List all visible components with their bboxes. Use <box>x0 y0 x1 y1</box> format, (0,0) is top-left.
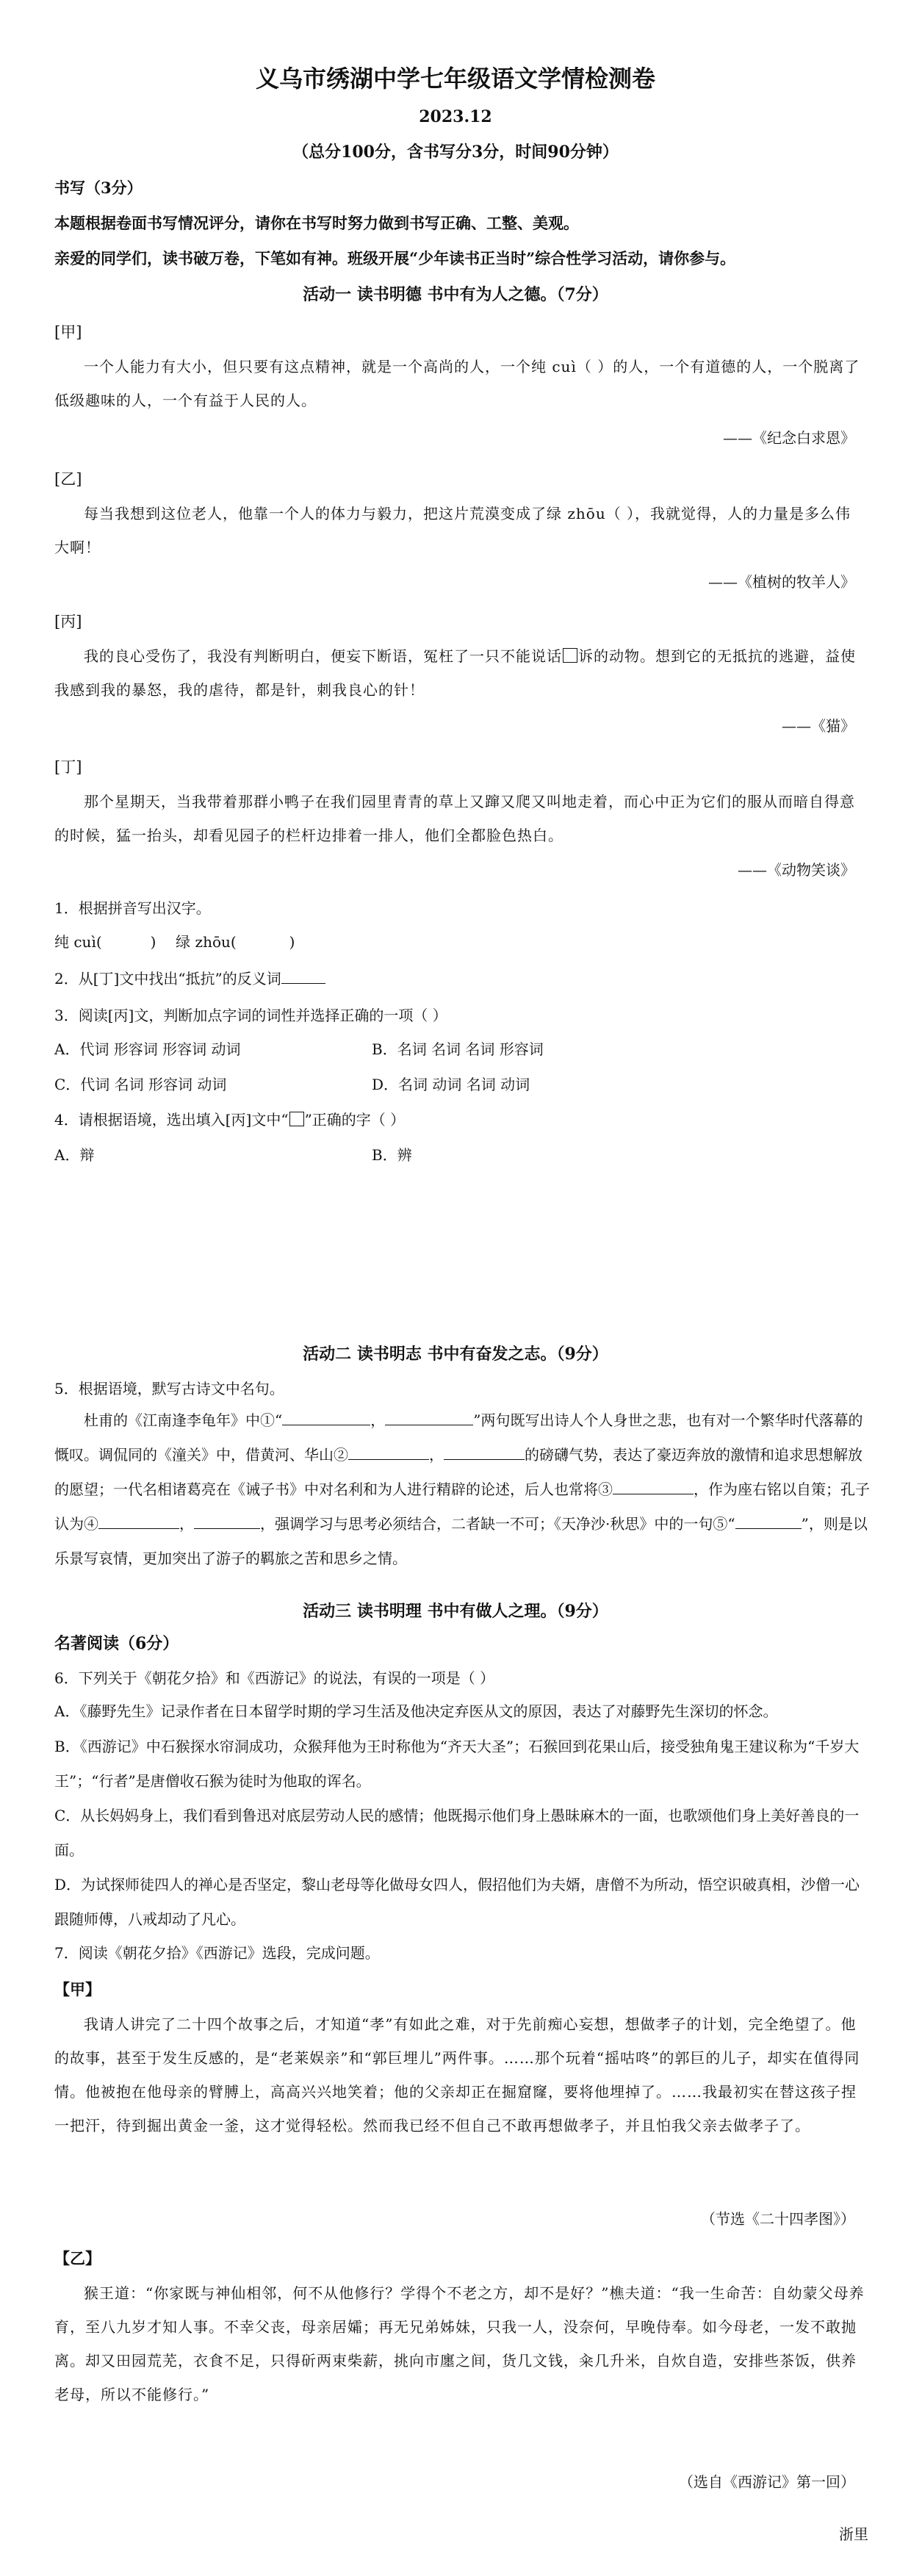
q1-cui-end: ) <box>150 933 156 951</box>
excerpt-jia-source: （节选《二十四孝图》） <box>701 2210 855 2228</box>
q3-option-b[interactable]: B．名词 名词 名词 形容词 <box>372 1040 544 1058</box>
blank-box <box>289 1112 304 1126</box>
blank-4b[interactable] <box>194 1528 260 1529</box>
exam-title: 义乌市绣湖中学七年级语文学情检测卷 <box>255 65 655 93</box>
excerpt-label-yi: 【乙】 <box>54 2249 101 2267</box>
writing-instruction: 本题根据卷面书写情况评分，请你在书写时努力做到书写正确、工整、美观。 <box>54 214 579 232</box>
passage-label-ding: [丁] <box>54 758 82 776</box>
passage-label-bing: [丙] <box>54 613 82 630</box>
q1-zhou-end: ) <box>289 933 295 951</box>
activity3-heading: 活动三 读书明理 书中有做人之理。（9分） <box>303 1602 608 1621</box>
activity1-heading: 活动一 读书明德 书中有为人之德。（7分） <box>303 285 608 304</box>
passage-bing-part1: 我的良心受伤了，我没有判断明白，便妄下断语，冤枉了一只不能说话 <box>84 647 562 665</box>
blank-5[interactable] <box>735 1528 802 1529</box>
passage-ding-text: 那个星期天，当我带着那群小鸭子在我们园里青青的草上又蹿又爬又叫地走着，而心中正为它们的服从而暗自得意的时候，猛一抬头，却看见园子的栏杆边排着一排人，他们全都脸色热白。 <box>54 793 855 844</box>
q3-option-a[interactable]: A．代词 形容词 形容词 动词 <box>54 1040 241 1058</box>
passage-jia-source: ——《纪念白求恩》 <box>723 429 855 447</box>
excerpt-label-jia: 【甲】 <box>54 1980 101 1998</box>
q1-zhou: 绿 zhōu( <box>176 933 237 951</box>
answer-blank[interactable] <box>281 982 325 984</box>
passage-bing-text <box>54 639 865 707</box>
q4-option-b[interactable]: B．辨 <box>372 1146 412 1164</box>
question-4: 4．请根据语境，选出填入[丙]文中“ ”正确的字（ ） <box>54 1111 406 1129</box>
excerpt-yi-text: 猴王道：“你家既与神仙相邻，何不从他修行？学得个不老之方，却不是好？”樵夫道：“我一生命苦：自幼蒙父母养育，至八九岁才知人事。不幸父丧，母亲居孀；再无兄弟姊妹，只我一人，没奈何，早晚侍奉。如今母老，一发不敢抛离。却又田园荒芜，衣食不足，只得斫两束柴薪，挑向市廛之间，货几文钱，籴几升米，自炊自造，安排些茶饭，供养老母，所以不能修行。” <box>54 2284 865 2403</box>
section-mingzhu-heading: 名著阅读（6分） <box>54 1634 179 1653</box>
blank-1b[interactable] <box>385 1424 473 1425</box>
excerpt-jia-text: 我请人讲完了二十四个故事之后，才知道“孝”有如此之难，对于先前痴心妄想，想做孝子的计划，完全绝望了。他的故事，甚至于发生反感的，是“老莱娱亲”和“郭巨埋儿”两件事。……那个玩着“摇咕咚”的郭巨的儿子，却实在值得同情。他被抱在他母亲的臂膊上，高高兴兴地笑着；他的父亲却正在掘窟窿，要将他埋掉了。……我最初实在替这孩子捏一把汗，待到掘出黄金一釜，这才觉得轻松。然而我已经不但自己不敢再想做孝子，并且怕我父亲去做孝子了。 <box>54 2015 860 2134</box>
excerpt-yi-source: （选自《西游记》第一回） <box>679 2473 855 2491</box>
activity2-heading: 活动二 读书明志 书中有奋发之志。（9分） <box>303 1345 608 1364</box>
exam-note: （总分100分，含书写分3分，时间90分钟） <box>292 143 619 162</box>
passage-bing-part2: 诉的动物。想到它的无抵抗的逃避，益使我感到我的暴怒，我的虐待，都是针，刺我良心的针！ <box>54 647 856 699</box>
writing-heading: 书写（3分） <box>54 179 143 197</box>
q6-option-c[interactable]: C．从长妈妈身上，我们看到鲁迅对底层劳动人民的感情；他既揭示他们身上愚昧麻木的一面，也歌颂他们身上美好善良的一面。 <box>54 1807 860 1859</box>
q1-cui: 纯 cuì( <box>54 933 102 951</box>
question-7: 7．阅读《朝花夕拾》《西游记》选段，完成问题。 <box>54 1944 380 1962</box>
passage-jia-text: 一个人能力有大小，但只要有这点精神，就是一个高尚的人，一个纯 cuì（ ）的人，一个有道德的人，一个脱离了低级趣味的人，一个有益于人民的人。 <box>54 358 860 409</box>
blank-4a[interactable] <box>98 1528 179 1529</box>
question-3: 3．阅读[丙]文，判断加点字词的词性并选择正确的一项（ ） <box>54 1007 447 1024</box>
q3-option-d[interactable]: D．名词 动词 名词 动词 <box>372 1076 530 1093</box>
blank-1a[interactable] <box>282 1424 370 1425</box>
exam-date: 2023.12 <box>419 107 492 126</box>
q6-option-a[interactable]: A．《藤野先生》记录作者在日本留学时期的学习生活及他决定弃医从文的原因，表达了对藤野先生深切的怀念。 <box>54 1702 778 1720</box>
question-2: 2．从[丁]文中找出“抵抗”的反义词 <box>54 967 870 990</box>
blank-3[interactable] <box>613 1493 694 1494</box>
blank-2a[interactable] <box>348 1458 429 1460</box>
question-5-passage: 杜甫的《江南逢李龟年》中①“ ， ”两句既写出诗人个人身世之悲，也有对一个繁华时代落幕的慨叹。调侃同的《潼关》中，借黄河、华山② ， 的磅礴气势，表达了豪迈奔放的激情和追求思想解放的愿望；一代名相诸葛亮在《诫子书》中对名利和为人进行精辟的论述，后人也常将③ ，作为座右铭以自策；孔子认为④ ， ，强调学习与思考必须结合，二者缺一不可；《天净沙·秋思》中的一句⑤“ ”，则是以乐景写哀情，更加突出了游子的羁旅之苦和思乡之情。 <box>54 1411 870 1567</box>
passage-yi-source: ——《植树的牧羊人》 <box>708 573 855 591</box>
page-corner-mark: 浙里 <box>839 2525 868 2543</box>
q4-option-a[interactable]: A．辩 <box>54 1146 95 1164</box>
blank-2b[interactable] <box>444 1458 525 1460</box>
passage-yi-text: 每当我想到这位老人，他靠一个人的体力与毅力，把这片荒漠变成了绿 zhōu（ ），我就觉得，人的力量是多么伟大啊！ <box>54 505 851 556</box>
q3-option-c[interactable]: C．代词 名词 形容词 动词 <box>54 1076 227 1093</box>
question-1-blanks <box>54 930 870 954</box>
passage-ding-source: ——《动物笑谈》 <box>738 861 855 879</box>
question-1: 1．根据拼音写出汉字。 <box>54 899 211 917</box>
passage-label-yi: [乙] <box>54 470 82 488</box>
q6-option-d[interactable]: D．为试探师徒四人的禅心是否坚定，黎山老母等化做母女四人，假招他们为夫婿，唐僧不为所动，悟空识破真相，沙僧一心跟随师傅，八戒却动了凡心。 <box>54 1876 860 1928</box>
question-5: 5．根据语境，默写古诗文中名句。 <box>54 1380 284 1397</box>
passage-bing-source: ——《猫》 <box>782 717 855 735</box>
passage-label-jia: [甲] <box>54 323 82 341</box>
question-6: 6．下列关于《朝花夕拾》和《西游记》的说法，有误的一项是（ ） <box>54 1669 495 1687</box>
activity-intro: 亲爱的同学们，读书破万卷，下笔如有神。班级开展“少年读书正当时”综合性学习活动，请你参与。 <box>54 249 736 267</box>
q6-option-b[interactable]: B．《西游记》中石猴探水帘洞成功，众猴拜他为王时称他为“齐天大圣”；石猴回到花果山后，接受独角鬼王建议称为“千岁大王”；“行者”是唐僧收石猴为徒时为他取的诨名。 <box>54 1738 860 1790</box>
blank-box <box>563 648 577 663</box>
